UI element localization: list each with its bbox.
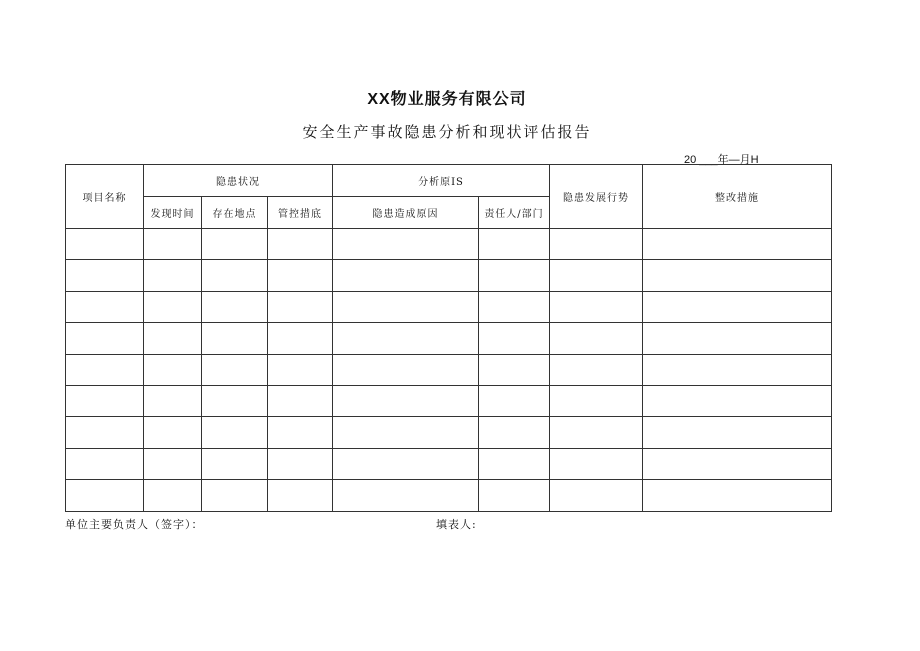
header-hazard-cause: 隐患造成原因 xyxy=(333,197,479,229)
table-cell[interactable] xyxy=(144,448,202,479)
table-cell[interactable] xyxy=(202,385,268,416)
table-cell[interactable] xyxy=(202,448,268,479)
table-cell[interactable] xyxy=(144,291,202,322)
header-cause-analysis: 分析原IS xyxy=(333,165,550,197)
header-responsible: 责任人/部门 xyxy=(479,197,550,229)
table-cell[interactable] xyxy=(202,480,268,511)
table-cell[interactable] xyxy=(66,385,144,416)
table-cell[interactable] xyxy=(268,480,333,511)
table-cell[interactable] xyxy=(144,480,202,511)
table-cell[interactable] xyxy=(66,229,144,260)
table-cell[interactable] xyxy=(550,385,643,416)
table-cell[interactable] xyxy=(268,229,333,260)
table-cell[interactable] xyxy=(268,260,333,291)
table-cell[interactable] xyxy=(268,323,333,354)
table-row xyxy=(66,291,832,322)
table-cell[interactable] xyxy=(202,291,268,322)
filler-label: 填表人: xyxy=(436,518,477,531)
table-cell[interactable] xyxy=(479,385,550,416)
table-cell[interactable] xyxy=(479,480,550,511)
header-hazard-trend: 隐患发展行势 xyxy=(550,165,643,229)
table-cell[interactable] xyxy=(333,354,479,385)
table-cell[interactable] xyxy=(643,291,832,322)
table-cell[interactable] xyxy=(479,354,550,385)
table-cell[interactable] xyxy=(550,260,643,291)
table-cell[interactable] xyxy=(333,229,479,260)
table-cell[interactable] xyxy=(333,385,479,416)
table-cell[interactable] xyxy=(479,417,550,448)
table-row xyxy=(66,323,832,354)
table-header-row-1 xyxy=(66,165,832,197)
report-title: 安全生产事故隐患分析和现状评估报告 xyxy=(302,123,592,141)
table-cell[interactable] xyxy=(643,448,832,479)
table-cell[interactable] xyxy=(202,354,268,385)
table-cell[interactable] xyxy=(144,385,202,416)
table-cell[interactable] xyxy=(333,323,479,354)
date-line: 20 ___年—月H xyxy=(684,154,759,166)
table-cell[interactable] xyxy=(479,448,550,479)
table-cell[interactable] xyxy=(479,260,550,291)
table-cell[interactable] xyxy=(550,291,643,322)
table-cell[interactable] xyxy=(66,448,144,479)
table-cell[interactable] xyxy=(333,417,479,448)
table-cell[interactable] xyxy=(202,417,268,448)
report-table xyxy=(65,164,832,512)
table-cell[interactable] xyxy=(550,480,643,511)
table-cell[interactable] xyxy=(643,480,832,511)
table-cell[interactable] xyxy=(202,229,268,260)
table-cell[interactable] xyxy=(66,291,144,322)
company-name xyxy=(0,86,894,109)
table-cell[interactable] xyxy=(550,417,643,448)
table-cell[interactable] xyxy=(66,260,144,291)
header-control-measures: 管控措底 xyxy=(268,197,333,229)
company-name-rest: 物业服务有限公司 xyxy=(390,89,527,108)
table-cell[interactable] xyxy=(66,417,144,448)
table-cell[interactable] xyxy=(643,385,832,416)
table-cell[interactable] xyxy=(333,291,479,322)
header-project-name: 项目名称 xyxy=(66,165,144,229)
table-cell[interactable] xyxy=(643,354,832,385)
table-cell[interactable] xyxy=(268,354,333,385)
table-cell[interactable] xyxy=(479,323,550,354)
table-cell[interactable] xyxy=(268,385,333,416)
table-cell[interactable] xyxy=(333,448,479,479)
header-location: 存在地点 xyxy=(202,197,268,229)
table-cell[interactable] xyxy=(144,417,202,448)
table-row xyxy=(66,448,832,479)
table-cell[interactable] xyxy=(268,417,333,448)
table-cell[interactable] xyxy=(643,260,832,291)
table-cell[interactable] xyxy=(144,260,202,291)
table-cell[interactable] xyxy=(550,229,643,260)
table-cell[interactable] xyxy=(643,417,832,448)
table-row xyxy=(66,480,832,511)
header-found-time: 发现时间 xyxy=(144,197,202,229)
table-row xyxy=(66,354,832,385)
table-cell[interactable] xyxy=(66,354,144,385)
table-cell[interactable] xyxy=(66,323,144,354)
table-cell[interactable] xyxy=(333,480,479,511)
table-cell[interactable] xyxy=(268,291,333,322)
table-cell[interactable] xyxy=(202,323,268,354)
table-cell[interactable] xyxy=(268,448,333,479)
table-cell[interactable] xyxy=(333,260,479,291)
table-row xyxy=(66,260,832,291)
table-row xyxy=(66,229,832,260)
header-rectification-measures: 整改措施 xyxy=(643,165,832,229)
signature-label: 单位主要负责人（签字）： xyxy=(65,518,204,531)
header-hazard-status: 隐患状况 xyxy=(144,165,333,197)
table-cell[interactable] xyxy=(144,229,202,260)
table-cell[interactable] xyxy=(144,354,202,385)
table-cell[interactable] xyxy=(550,323,643,354)
table-cell[interactable] xyxy=(550,354,643,385)
table-cell[interactable] xyxy=(144,323,202,354)
table-cell[interactable] xyxy=(643,323,832,354)
table-cell[interactable] xyxy=(550,448,643,479)
table-cell[interactable] xyxy=(202,260,268,291)
table-cell[interactable] xyxy=(643,229,832,260)
table-cell[interactable] xyxy=(66,480,144,511)
table-cell[interactable] xyxy=(479,229,550,260)
company-prefix: XX xyxy=(367,91,391,108)
table-cell[interactable] xyxy=(479,291,550,322)
table-row xyxy=(66,385,832,416)
table-row xyxy=(66,417,832,448)
